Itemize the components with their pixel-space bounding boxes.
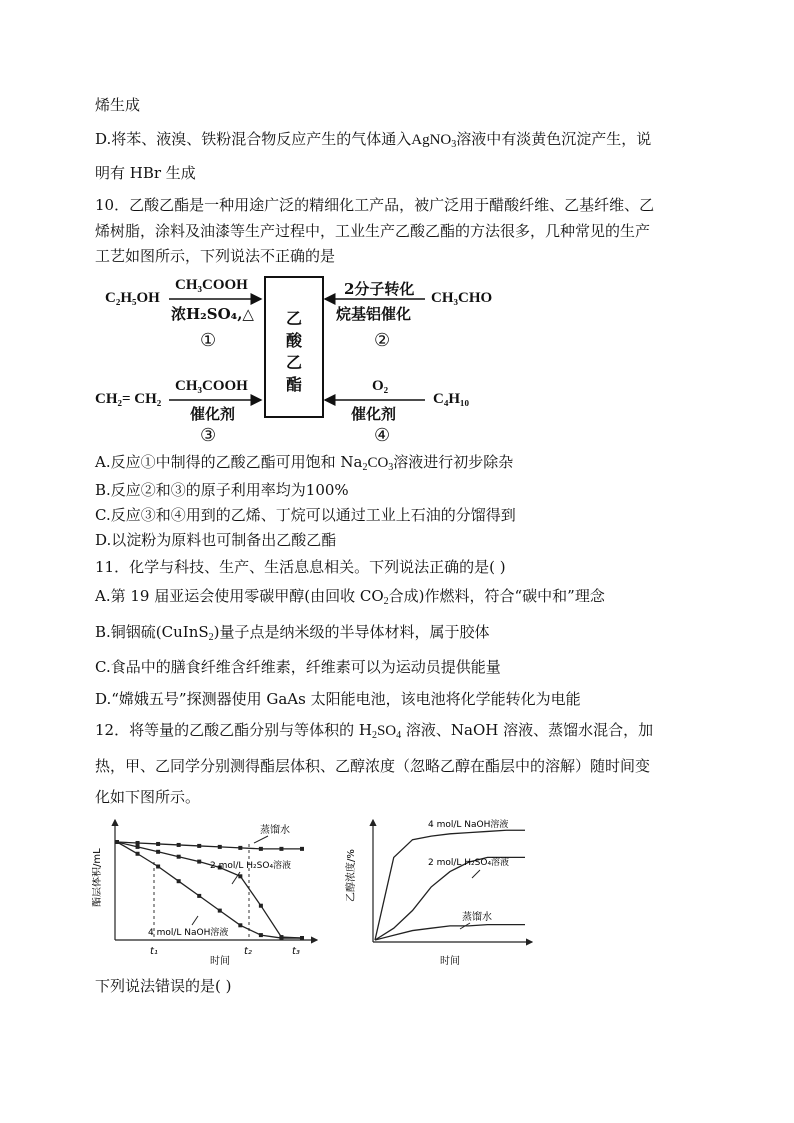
data-point [156,842,160,846]
label-2: ② [374,330,391,351]
chart2-svg [340,812,540,972]
question-12: 化如下图所示。 [95,788,201,806]
option-10c: C.反应③和④用到的乙烯、丁烷可以通过工业上石油的分馏得到 [95,506,516,524]
data-point [197,860,201,864]
data-point [115,840,119,844]
data-point [156,865,160,869]
option-11a: A.第 19 届亚运会使用零碳甲醇(由回收 $CO_2$合成)作燃料，符合“碳中和”理念 [95,587,605,607]
chart-ester-volume [92,812,332,976]
data-point [259,904,263,908]
reactant-ethylene: CH₂= CH₂ [95,391,162,407]
reactant-ethanol: C₂H₅OH [105,290,160,306]
data-point [259,933,263,937]
x-label: 时间 [210,956,230,967]
scheme-arrows [95,272,575,452]
y-label: 酯层体积/mL [92,848,103,907]
data-point [136,841,140,845]
question-11: 11．化学与科技、生产、生活息息相关。下列说法正确的是( ) [95,558,506,576]
tick-t3: t₃ [292,946,300,957]
label-base: 4 mol/L NaOH溶液 [148,928,229,938]
data-point [136,845,140,849]
question-12-prompt: 下列说法错误的是( ) [95,977,232,995]
series-line-3 [117,842,302,938]
data-point [238,846,242,850]
series-line-2 [375,857,525,940]
text-line: 明有 HBr 生成 [95,164,196,182]
tick-t2: t₂ [244,946,252,957]
data-point [300,936,304,940]
data-point [156,850,160,854]
product-char: 酸 [285,331,302,350]
question-12: 12．将等量的乙酸乙酯分别与等体积的 $H_2SO_4$ 溶液、NaOH 溶液、蒸馏水混合，加 [95,721,654,741]
product-box [264,276,324,418]
label-acid: 2 mol/L H₂SO₄溶液 [210,861,292,871]
reagent-acetic-acid: CH₃COOH [175,277,248,293]
data-point [279,847,283,851]
chart-ethanol-concentration [340,812,540,976]
question-12: 热，甲、乙同学分别测得酯层体积、乙醇浓度（忽略乙醇在酯层中的溶解）随时间变 [95,757,651,775]
y-label: 乙醇浓度/% [346,849,357,902]
data-point [197,844,201,848]
data-point [300,847,304,851]
condition-3: 催化剂 [190,405,236,423]
data-point [177,879,181,883]
series-line-3 [375,925,525,940]
label-3: ③ [200,425,217,446]
pointer-water [254,836,268,843]
series-line-2 [117,842,302,938]
option-10b: B.反应②和③的原子利用率均为100% [95,481,349,499]
pointer-base [192,916,198,925]
reagent-oxygen: O₂ [372,378,389,394]
label-base: 4 mol/L NaOH溶液 [428,820,509,830]
label-1: ① [200,330,217,351]
series-line-1 [117,842,302,849]
option-11b: B.铜铟硫(CuInS$_2$)量子点是纳米级的半导体材料，属于胶体 [95,623,490,643]
question-10: 烯树脂，涂料及油漆等生产过程中，工业生产乙酸乙酯的方法很多，几种常见的生产 [95,222,651,240]
series-line-1 [375,830,525,940]
product-char: 乙 [285,309,302,328]
data-point [177,855,181,859]
option-11c: C.食品中的膳食纤维含纤维素，纤维素可以为运动员提供能量 [95,658,501,676]
data-point [238,874,242,878]
data-point [218,845,222,849]
condition-1: 浓H₂SO₄,△ [171,305,254,323]
reaction-scheme [95,272,575,452]
text-line: 烯生成 [95,96,141,114]
chart1-svg [92,812,332,972]
option-9d: D.将苯、液溴、铁粉混合物反应产生的气体通入AgNO$_3$溶液中有淡黄色沉淀产生，说 [95,130,652,150]
question-10: 工艺如图所示，下列说法不正确的是 [95,247,336,265]
label-water: 蒸馏水 [462,912,492,923]
data-point [136,852,140,856]
data-point [218,909,222,913]
data-point [259,847,263,851]
product-char: 乙 [285,353,302,372]
tick-t1: t₁ [150,946,158,957]
label-4: ④ [374,425,391,446]
reactant-butane: C₄H₁₀ [433,391,469,407]
data-point [279,936,283,940]
question-10: 10．乙酸乙酯是一种用途广泛的精细化工产品，被广泛用于醋酸纤维、乙基纤维、乙 [95,196,655,214]
option-10d: D.以淀粉为原料也可制备出乙酸乙酯 [95,531,337,549]
reagent-acetic-acid-3: CH₃COOH [175,378,248,394]
pointer-acid [472,870,480,878]
label-acid: 2 mol/L H₂SO₄溶液 [428,858,510,868]
option-11d: D.“嫦娥五号”探测器使用 GaAs 太阳能电池，该电池将化学能转化为电能 [95,690,581,708]
reactant-acetaldehyde: CH₃CHO [431,290,493,306]
condition-4: 催化剂 [351,405,397,423]
data-point [238,923,242,927]
label-water: 蒸馏水 [260,825,290,836]
condition-2-top: 2分子转化 [344,280,415,298]
x-label: 时间 [440,956,460,967]
data-point [177,843,181,847]
option-10a: A.反应①中制得的乙酸乙酯可用饱和 $Na_2CO_3$溶液进行初步除杂 [95,453,514,473]
product-char: 酯 [285,375,302,394]
data-point [197,894,201,898]
condition-2-bottom: 烷基铝催化 [336,305,412,323]
